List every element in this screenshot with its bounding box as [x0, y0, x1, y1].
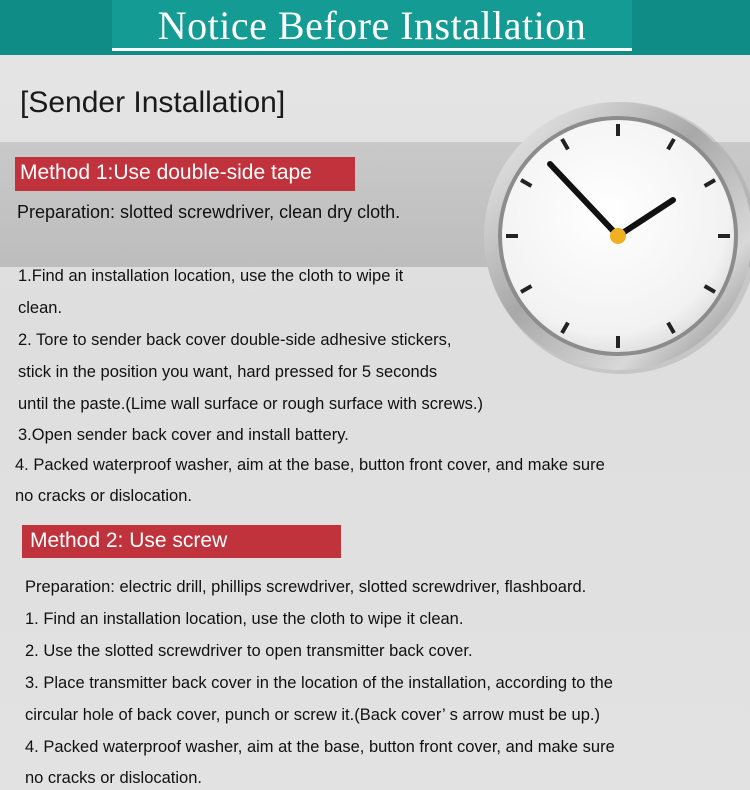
wall-clock-icon [480, 100, 750, 375]
method2-line: no cracks or dislocation. [25, 769, 202, 787]
section-heading: [Sender Installation] [20, 86, 286, 119]
clock-center-pin [610, 228, 626, 244]
method2-preparation: Preparation: electric drill, phillips screwdriver, slotted screwdriver, flashboard. [25, 578, 587, 596]
method1-badge: Method 1:Use double-side tape [15, 157, 355, 191]
method1-line: clean. [18, 299, 63, 317]
method1-line: 2. Tore to sender back cover double-side adhesive stickers, [18, 331, 452, 349]
method1-line: 3.Open sender back cover and install battery. [18, 426, 349, 444]
method2-line: circular hole of back cover, punch or screw it.(Back cover’ s arrow must be up.) [25, 706, 600, 724]
method2-line: 2. Use the slotted screwdriver to open transmitter back cover. [25, 642, 473, 660]
method1-line: stick in the position you want, hard pressed for 5 seconds [18, 363, 438, 381]
method2-line: 1. Find an installation location, use the cloth to wipe it clean. [25, 610, 464, 628]
method2-badge: Method 2: Use screw [22, 525, 341, 558]
method1-preparation: Preparation: slotted screwdriver, clean dry cloth. [17, 202, 401, 222]
method2-line: 3. Place transmitter back cover in the location of the installation, according to the [25, 674, 613, 692]
method1-line: no cracks or dislocation. [15, 487, 192, 505]
page-title: Notice Before Installation [157, 3, 587, 48]
method1-line: until the paste.(Lime wall surface or rough surface with screws.) [18, 395, 483, 413]
method1-line: 4. Packed waterproof washer, aim at the base, button front cover, and make sure [15, 456, 605, 474]
method2-line: 4. Packed waterproof washer, aim at the base, button front cover, and make sure [25, 738, 615, 756]
method1-line: 1.Find an installation location, use the cloth to wipe it [18, 267, 404, 285]
